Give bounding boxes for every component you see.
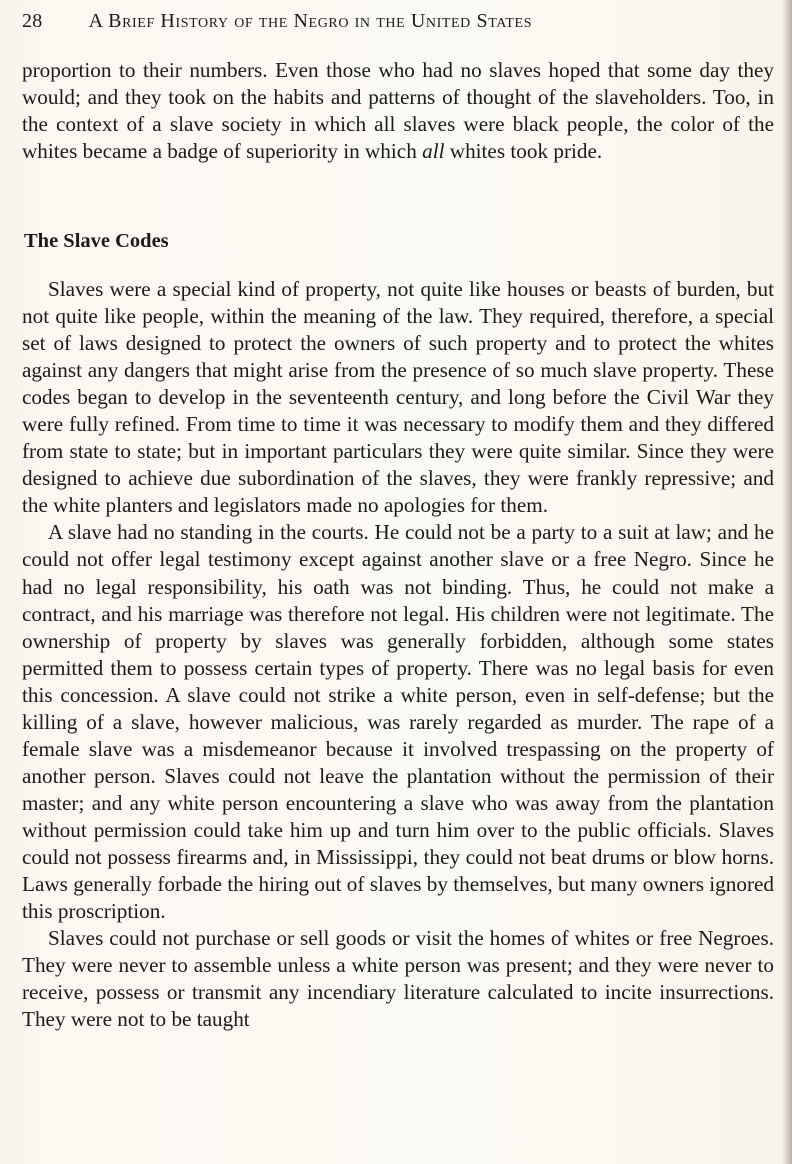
intro-paragraph xyxy=(22,57,774,165)
section-paragraph-2: A slave had no standing in the courts. He could not be a party to a suit at law; and he could not offer legal testimony except against another slave or a free Negro. Since he had no legal responsibility, his oath was not binding. Thus, he could not make a contract, and his marriage was therefore not legal. His children were not legitimate. The ownership of property by slaves was generally forbidden, although some states permitted them to possess certain types of property. There was no legal basis for even this concession. A slave could not strike a white person, even in self-defense; but the killing of a slave, however malicious, was rarely regarded as murder. The rape of a female slave was a misdemeanor because it involved trespassing on the property of another person. Slaves could not leave the plantation without the permission of their master; and any white person encountering a slave who was away from the plantation without permission could take him up and turn him over to the public officials. Slaves could not possess firearms and, in Mississippi, they could not beat drums or blow horns. Laws generally forbade the hiring out of slaves by themselves, but many owners ignored this proscription. xyxy=(22,520,774,924)
section-paragraph-1: Slaves were a special kind of property, not quite like houses or beasts of burden, but not quite like people, within the meaning of the law. They required, therefore, a special set of laws designed to protect the owners of such property and to protect the whites against any dangers that might arise from the presence of so much slave property. These codes began to develop in the seventeenth century, and long before the Civil War they were fully refined. From time to time it was necessary to modify them and they differed from state to state; but in important particulars they were quite similar. Since they were designed to achieve due subordination of the slaves, they were frankly repressive; and the white planters and legislators made no apologies for them. xyxy=(22,277,774,518)
intro-italic-word: all xyxy=(422,139,445,164)
intro-text-end: whites took pride. xyxy=(444,139,603,164)
page-number: 28 xyxy=(22,10,43,32)
running-header xyxy=(22,10,782,40)
page-edge-shadow xyxy=(782,0,792,1164)
intro-paragraph-block xyxy=(22,57,774,165)
section-paragraph-3: Slaves could not purchase or sell goods or visit the homes of whites or free Negroes. They were never to assemble unless a white person was present; and they were never to receive, possess or transmit any incendiary literature calculated to incite insurrections. They were not to be taught xyxy=(22,926,774,1032)
intro-text-start: proportion to their numbers. Even those who had no slaves hoped that some day they would; and they took on the habits and patterns of thought of the slaveholders. Too, in the context of a slave society in which all slaves were black people, the color of the whites became a badge of superiority in which xyxy=(22,58,774,164)
running-title: A Brief History of the Negro in the United States xyxy=(88,10,533,32)
section-heading: The Slave Codes xyxy=(24,230,169,252)
section-body xyxy=(22,276,774,1033)
